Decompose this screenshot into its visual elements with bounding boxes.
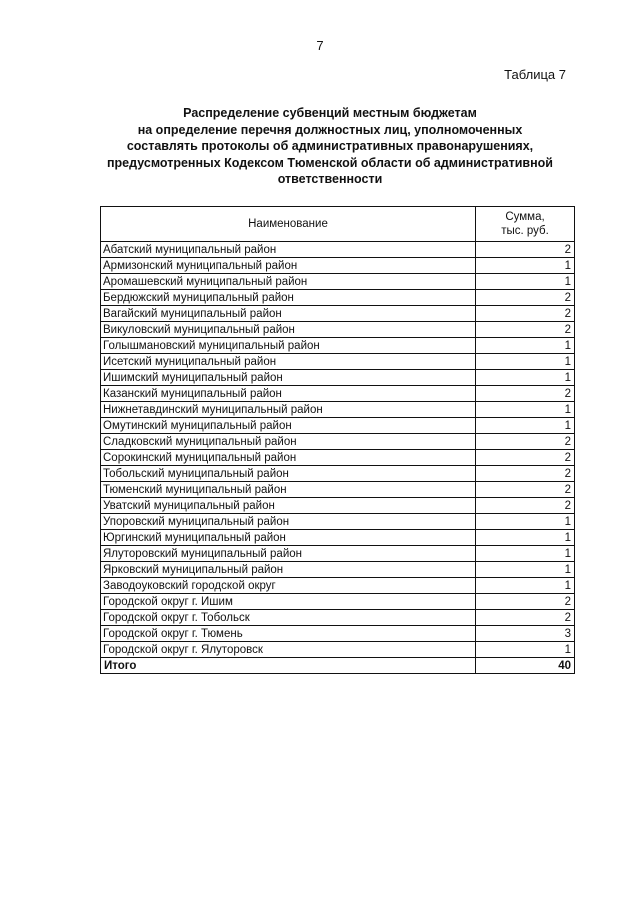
table-row bbox=[101, 402, 575, 418]
total-sum: 40 bbox=[476, 658, 575, 674]
row-sum: 2 bbox=[476, 290, 575, 306]
row-sum: 2 bbox=[476, 434, 575, 450]
header-sum-line-2: тыс. руб. bbox=[501, 225, 549, 237]
row-sum: 2 bbox=[476, 306, 575, 322]
title-line-3: составлять протоколы об административных правонарушениях, bbox=[126, 139, 534, 153]
row-sum: 1 bbox=[476, 338, 575, 354]
row-sum: 1 bbox=[476, 642, 575, 658]
row-sum: 3 bbox=[476, 626, 575, 642]
table-row bbox=[101, 562, 575, 578]
page-number: 7 bbox=[316, 38, 324, 53]
row-name: Тобольский муниципальный район bbox=[101, 466, 476, 482]
table-row bbox=[101, 594, 575, 610]
row-sum: 1 bbox=[476, 562, 575, 578]
table-row bbox=[101, 354, 575, 370]
row-sum: 1 bbox=[476, 258, 575, 274]
table-row bbox=[101, 242, 575, 258]
row-name: Упоровский муниципальный район bbox=[101, 514, 476, 530]
row-sum: 1 bbox=[476, 274, 575, 290]
row-name: Нижнетавдинский муниципальный район bbox=[101, 402, 476, 418]
row-sum: 1 bbox=[476, 530, 575, 546]
row-sum: 2 bbox=[476, 386, 575, 402]
table-row bbox=[101, 546, 575, 562]
row-sum: 2 bbox=[476, 610, 575, 626]
row-name: Заводоуковский городской округ bbox=[101, 578, 476, 594]
row-name: Викуловский муниципальный район bbox=[101, 322, 476, 338]
total-row bbox=[101, 658, 575, 674]
table-row bbox=[101, 434, 575, 450]
table-row bbox=[101, 450, 575, 466]
table-row bbox=[101, 274, 575, 290]
table-label: Таблица 7 bbox=[504, 67, 566, 82]
table-row bbox=[101, 610, 575, 626]
row-name: Исетский муниципальный район bbox=[101, 354, 476, 370]
row-name: Бердюжский муниципальный район bbox=[101, 290, 476, 306]
row-name: Городской округ г. Ялуторовск bbox=[101, 642, 476, 658]
table-row bbox=[101, 498, 575, 514]
row-name: Сорокинский муниципальный район bbox=[101, 450, 476, 466]
table-row bbox=[101, 386, 575, 402]
table-row bbox=[101, 578, 575, 594]
row-sum: 1 bbox=[476, 546, 575, 562]
row-name: Армизонский муниципальный район bbox=[101, 258, 476, 274]
table-row bbox=[101, 322, 575, 338]
row-name: Ялуторовский муниципальный район bbox=[101, 546, 476, 562]
document-title bbox=[90, 105, 570, 188]
table-body bbox=[101, 242, 575, 674]
row-sum: 1 bbox=[476, 514, 575, 530]
row-name: Аромашевский муниципальный район bbox=[101, 274, 476, 290]
title-line-4: предусмотренных Кодексом Тюменской области об административной bbox=[107, 155, 553, 170]
row-name: Ярковский муниципальный район bbox=[101, 562, 476, 578]
table-row bbox=[101, 482, 575, 498]
row-sum: 1 bbox=[476, 578, 575, 594]
table-row bbox=[101, 514, 575, 530]
title-line-5: ответственности bbox=[277, 172, 383, 186]
row-sum: 2 bbox=[476, 594, 575, 610]
table-row bbox=[101, 530, 575, 546]
table-row bbox=[101, 338, 575, 354]
row-name: Голышмановский муниципальный район bbox=[101, 338, 476, 354]
row-name: Городской округ г. Тобольск bbox=[101, 610, 476, 626]
row-name: Городской округ г. Тюмень bbox=[101, 626, 476, 642]
header-sum-line-1: Сумма, bbox=[505, 211, 545, 223]
row-name: Тюменский муниципальный район bbox=[101, 482, 476, 498]
row-sum: 1 bbox=[476, 402, 575, 418]
title-line-2: на определение перечня должностных лиц, уполномоченных bbox=[137, 122, 523, 137]
row-sum: 1 bbox=[476, 418, 575, 434]
row-name: Казанский муниципальный район bbox=[101, 386, 476, 402]
table-row bbox=[101, 306, 575, 322]
subvention-table bbox=[100, 206, 575, 674]
row-sum: 2 bbox=[476, 322, 575, 338]
row-sum: 2 bbox=[476, 466, 575, 482]
row-name: Юргинский муниципальный район bbox=[101, 530, 476, 546]
table-row bbox=[101, 290, 575, 306]
table-row bbox=[101, 258, 575, 274]
table-row bbox=[101, 370, 575, 386]
row-name: Сладковский муниципальный район bbox=[101, 434, 476, 450]
table-row bbox=[101, 642, 575, 658]
row-sum: 2 bbox=[476, 482, 575, 498]
row-name: Уватский муниципальный район bbox=[101, 498, 476, 514]
row-name: Городской округ г. Ишим bbox=[101, 594, 476, 610]
row-sum: 2 bbox=[476, 450, 575, 466]
table-row bbox=[101, 418, 575, 434]
row-name: Омутинский муниципальный район bbox=[101, 418, 476, 434]
row-name: Абатский муниципальный район bbox=[101, 242, 476, 258]
row-sum: 2 bbox=[476, 242, 575, 258]
header-sum bbox=[476, 207, 575, 242]
row-name: Вагайский муниципальный район bbox=[101, 306, 476, 322]
title-line-1: Распределение субвенций местным бюджетам bbox=[183, 106, 477, 120]
row-name: Ишимский муниципальный район bbox=[101, 370, 476, 386]
row-sum: 2 bbox=[476, 498, 575, 514]
row-sum: 1 bbox=[476, 354, 575, 370]
header-name: Наименование bbox=[101, 207, 476, 242]
table-header-row bbox=[101, 207, 575, 242]
table-row bbox=[101, 626, 575, 642]
table-row bbox=[101, 466, 575, 482]
total-label: Итого bbox=[101, 658, 476, 674]
row-sum: 1 bbox=[476, 370, 575, 386]
